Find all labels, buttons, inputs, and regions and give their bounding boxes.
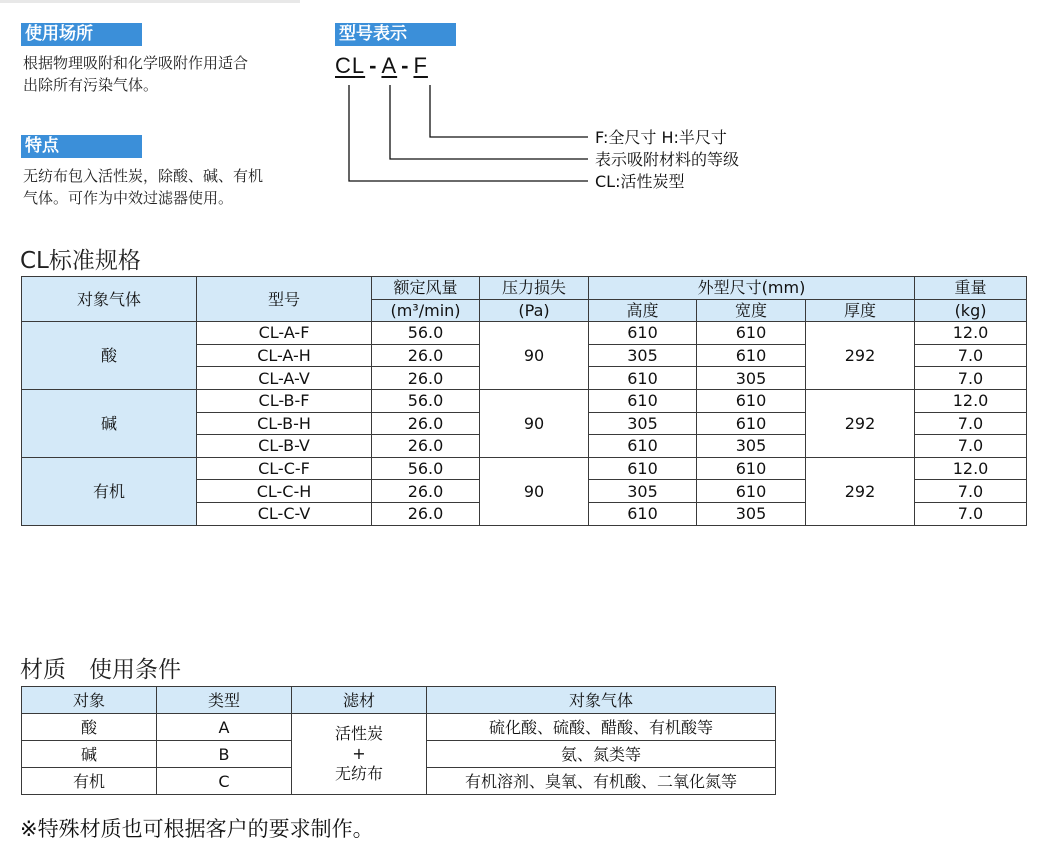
model-cell: CL-B-V [197, 435, 372, 458]
legend-size: F:全尺寸 H:半尺寸 [595, 128, 727, 147]
width-cell: 305 [697, 502, 806, 525]
table-row [22, 389, 1027, 412]
model-cell: CL-C-V [197, 502, 372, 525]
height-cell: 305 [589, 344, 697, 367]
header-target-gas: 对象气体 [427, 687, 776, 714]
height-cell: 305 [589, 412, 697, 435]
weight-cell: 7.0 [915, 412, 1027, 435]
usage-text [23, 52, 248, 96]
weight-cell: 12.0 [915, 322, 1027, 345]
filter-media-cell [292, 714, 427, 795]
width-cell: 610 [697, 412, 806, 435]
connector-line-type [349, 85, 588, 181]
model-cell: CL-B-H [197, 412, 372, 435]
header-weight: 重量 [915, 277, 1027, 300]
connector-line-material [390, 85, 588, 159]
weight-cell: 7.0 [915, 367, 1027, 390]
usage-text-line-1: 根据物理吸附和化学吸附作用适合 [23, 54, 249, 72]
model-code-part-size: F [413, 53, 428, 78]
filter-media-line-2: + [352, 744, 366, 763]
header-type: 类型 [157, 687, 292, 714]
airflow-cell: 26.0 [372, 435, 480, 458]
pressure-cell: 90 [480, 457, 589, 525]
spec-table [21, 276, 1027, 526]
header-object: 对象 [22, 687, 157, 714]
weight-cell: 12.0 [915, 457, 1027, 480]
header-filter-media: 滤材 [292, 687, 427, 714]
depth-cell: 292 [806, 389, 915, 457]
materials-table [21, 686, 776, 795]
model-code-heading: 型号表示 [335, 23, 456, 46]
width-cell: 305 [697, 435, 806, 458]
airflow-cell: 56.0 [372, 322, 480, 345]
model-code-separator: - [401, 53, 410, 78]
depth-cell: 292 [806, 457, 915, 525]
airflow-cell: 56.0 [372, 457, 480, 480]
gas-cell: 酸 [22, 322, 197, 390]
header-airflow: 额定风量 [372, 277, 480, 300]
table-row [22, 322, 1027, 345]
header-pressure: 压力损失 [480, 277, 589, 300]
table-row [22, 714, 776, 741]
filter-media-line-1: 活性炭 [334, 724, 383, 743]
object-cell: 有机 [22, 768, 157, 795]
header-object-gas: 对象气体 [22, 277, 197, 322]
header-depth: 厚度 [806, 299, 915, 322]
object-cell: 酸 [22, 714, 157, 741]
pressure-cell: 90 [480, 389, 589, 457]
weight-cell: 7.0 [915, 344, 1027, 367]
header-pressure-unit: (Pa) [480, 299, 589, 322]
width-cell: 610 [697, 389, 806, 412]
features-text [23, 165, 263, 209]
width-cell: 610 [697, 480, 806, 503]
airflow-cell: 26.0 [372, 344, 480, 367]
height-cell: 610 [589, 457, 697, 480]
height-cell: 305 [589, 480, 697, 503]
top-divider [0, 0, 300, 3]
weight-cell: 12.0 [915, 389, 1027, 412]
weight-cell: 7.0 [915, 435, 1027, 458]
type-cell: A [157, 714, 292, 741]
width-cell: 610 [697, 344, 806, 367]
features-text-line-1: 无纺布包入活性炭，除酸、碱、有机 [23, 167, 264, 185]
weight-cell: 7.0 [915, 480, 1027, 503]
object-cell: 碱 [22, 741, 157, 768]
filter-media-line-3: 无纺布 [334, 764, 383, 783]
height-cell: 610 [589, 502, 697, 525]
model-cell: CL-A-V [197, 367, 372, 390]
header-dimensions: 外型尺寸(mm) [589, 277, 915, 300]
model-cell: CL-C-F [197, 457, 372, 480]
usage-text-line-2: 出除所有污染气体。 [23, 76, 159, 94]
height-cell: 610 [589, 322, 697, 345]
model-code-part-cl: CL [335, 53, 366, 78]
gases-cell: 有机溶剂、臭氧、有机酸、二氧化氮等 [427, 768, 776, 795]
features-heading: 特点 [21, 135, 142, 158]
height-cell: 610 [589, 435, 697, 458]
airflow-cell: 26.0 [372, 412, 480, 435]
connector-line-size [430, 85, 588, 137]
materials-table-header [22, 687, 776, 714]
usage-heading: 使用场所 [21, 23, 142, 46]
header-width: 宽度 [697, 299, 806, 322]
type-cell: C [157, 768, 292, 795]
type-cell: B [157, 741, 292, 768]
airflow-cell: 26.0 [372, 502, 480, 525]
model-cell: CL-C-H [197, 480, 372, 503]
footer-note: ※特殊材质也可根据客户的要求制作。 [20, 817, 374, 841]
model-code-part-material: A [381, 53, 398, 78]
model-code [335, 53, 428, 79]
model-code-diagram [330, 80, 600, 190]
model-cell: CL-B-F [197, 389, 372, 412]
header-model: 型号 [197, 277, 372, 322]
legend-type: CL:活性炭型 [595, 172, 685, 191]
airflow-cell: 56.0 [372, 389, 480, 412]
header-airflow-unit: (m³/min) [372, 299, 480, 322]
airflow-cell: 26.0 [372, 367, 480, 390]
header-height: 高度 [589, 299, 697, 322]
pressure-cell: 90 [480, 322, 589, 390]
width-cell: 610 [697, 457, 806, 480]
width-cell: 610 [697, 322, 806, 345]
features-text-line-2: 气体。可作为中效过滤器使用。 [23, 189, 234, 207]
spec-title: CL标准规格 [20, 248, 141, 274]
depth-cell: 292 [806, 322, 915, 390]
weight-cell: 7.0 [915, 502, 1027, 525]
gas-cell: 有机 [22, 457, 197, 525]
materials-title: 材质 使用条件 [20, 657, 181, 683]
width-cell: 305 [697, 367, 806, 390]
model-code-separator: - [369, 53, 378, 78]
gases-cell: 硫化酸、硫酸、醋酸、有机酸等 [427, 714, 776, 741]
model-cell: CL-A-H [197, 344, 372, 367]
legend-material: 表示吸附材料的等级 [595, 150, 740, 169]
gas-cell: 碱 [22, 389, 197, 457]
model-cell: CL-A-F [197, 322, 372, 345]
airflow-cell: 26.0 [372, 480, 480, 503]
height-cell: 610 [589, 367, 697, 390]
spec-table-header [22, 277, 1027, 322]
gases-cell: 氨、氮类等 [427, 741, 776, 768]
table-row [22, 457, 1027, 480]
height-cell: 610 [589, 389, 697, 412]
header-weight-unit: (kg) [915, 299, 1027, 322]
